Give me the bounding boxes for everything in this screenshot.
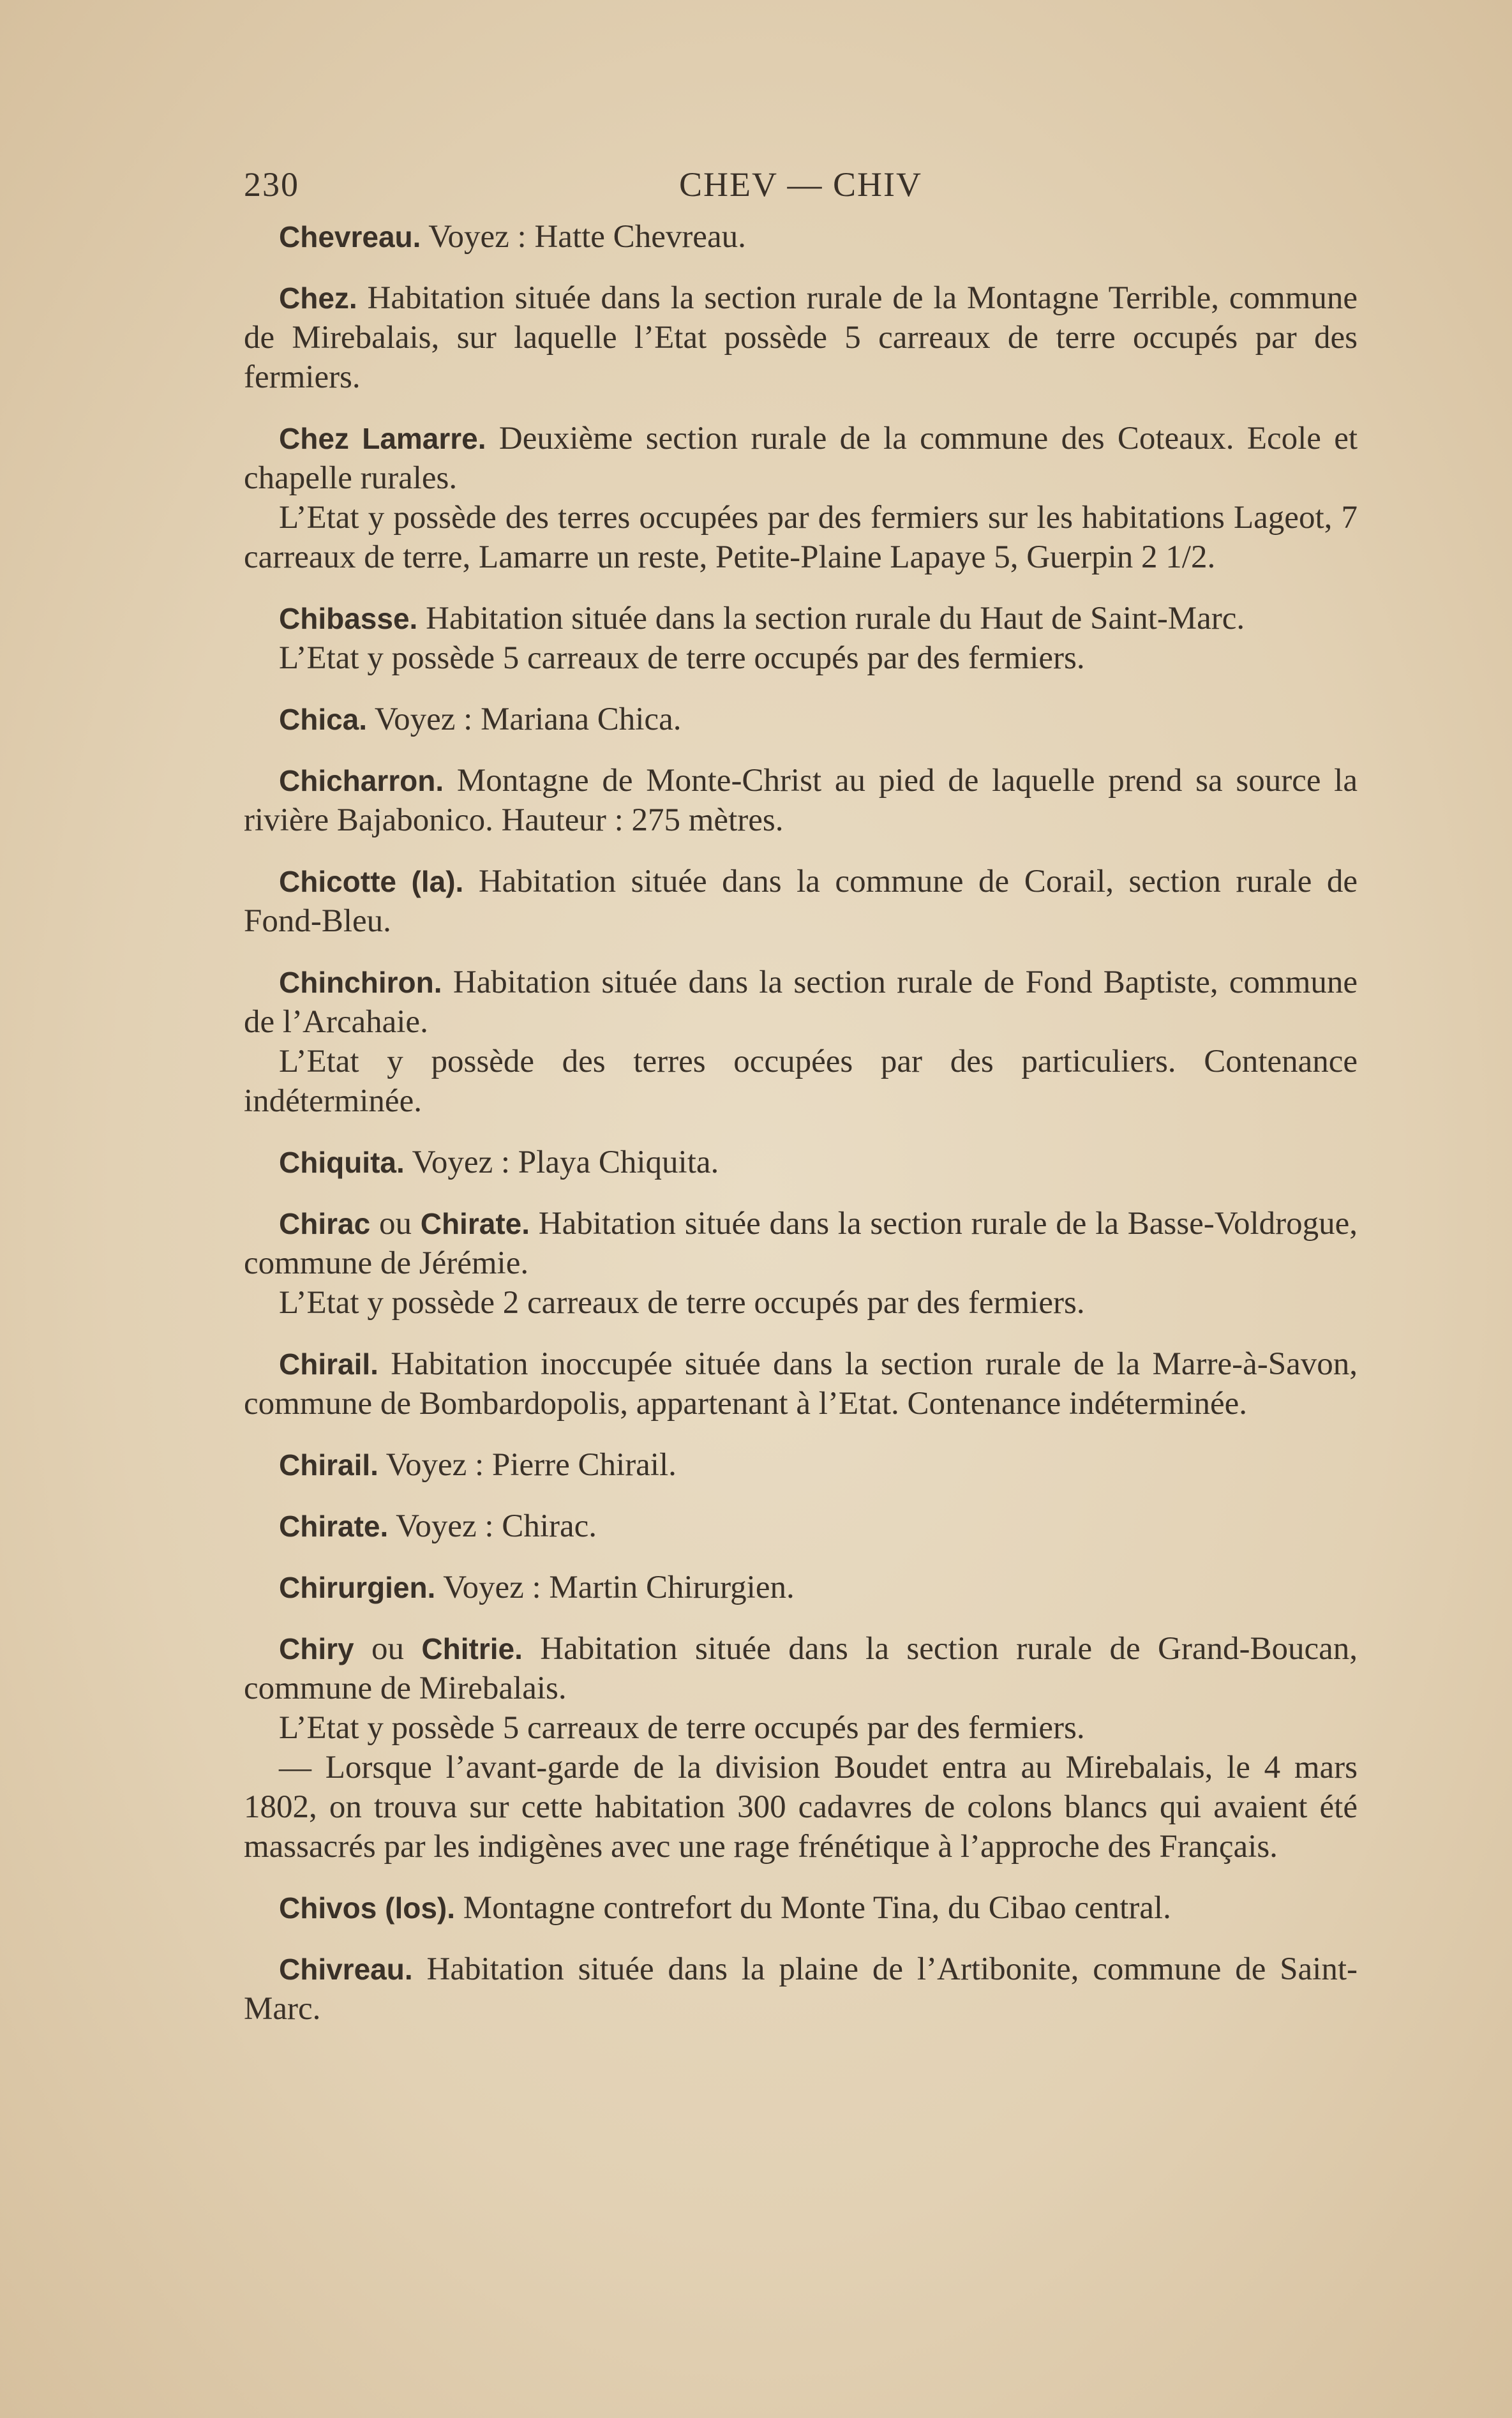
page-number: 230	[244, 165, 299, 204]
entry-connector: ou	[371, 1631, 404, 1667]
entry-headword: Chica.	[279, 703, 368, 736]
entry-paragraph	[244, 1445, 1358, 1485]
entry-paragraph	[244, 217, 1358, 257]
entry-text: Montagne contrefort du Monte Tina, du Cibao central.	[463, 1890, 1171, 1926]
dictionary-entry	[244, 599, 1358, 678]
entry-paragraph	[244, 278, 1358, 397]
entry-text: Voyez : Mariana Chica.	[374, 702, 682, 737]
dictionary-entry	[244, 1143, 1358, 1182]
entry-paragraph	[244, 1629, 1358, 1708]
entry-paragraph	[244, 1949, 1358, 2029]
entry-paragraph: L’Etat y possède des terres occupées par des particuliers. Contenance indéterminée.	[244, 1044, 1358, 1119]
entry-headword-alt: Chirate.	[420, 1207, 530, 1240]
entry-headword: Chirail.	[279, 1348, 378, 1381]
entry-text: Deuxième section rurale de la commune des Coteaux. Ecole et chapelle rurales.	[244, 421, 1358, 496]
entry-paragraph	[244, 1143, 1358, 1182]
entry-text: Habitation située dans la section rurale de Grand-Boucan, commune de Mirebalais.	[244, 1631, 1358, 1706]
entry-headword: Chirail.	[279, 1448, 378, 1482]
entry-text: Voyez : Pierre Chirail.	[385, 1447, 677, 1483]
entry-headword: Chivos (los).	[279, 1891, 456, 1925]
entry-headword: Chiquita.	[279, 1146, 405, 1179]
entry-text: Habitation située dans la section rurale du Haut de Saint-Marc.	[426, 601, 1245, 636]
entry-paragraph	[244, 1568, 1358, 1607]
entry-paragraph: L’Etat y possède 5 carreaux de terre occupés par des fermiers.	[279, 1710, 1085, 1746]
entry-headword: Chicotte (la).	[279, 865, 464, 898]
dictionary-entry	[244, 1629, 1358, 1866]
entry-paragraph	[244, 1888, 1358, 1928]
entry-text: Habitation située dans la section rurale de la Montagne Terrible, commune de Mirebalais, sur laquelle l’Etat possède 5 carreaux de terre occupés par des fermiers.	[244, 280, 1358, 395]
entry-text: Habitation située dans la plaine de l’Artibonite, commune de Saint-Marc.	[244, 1951, 1358, 2027]
entry-paragraph	[244, 1344, 1358, 1423]
entry-paragraph	[244, 599, 1358, 638]
dictionary-entry	[244, 761, 1358, 840]
entry-headword: Chibasse.	[279, 602, 418, 635]
dictionary-entry	[244, 1506, 1358, 1546]
entry-paragraph	[244, 1506, 1358, 1546]
entry-paragraph	[244, 1204, 1358, 1283]
entry-headword: Chez.	[279, 282, 357, 315]
entry-paragraph: L’Etat y possède des terres occupées par des fermiers sur les habitations Lageot, 7 carreaux de terre, Lamarre un reste, Petite-Plaine Lapaye 5, Guerpin 2 1/2.	[244, 500, 1358, 575]
entry-paragraph	[244, 700, 1358, 739]
entry-headword: Chivreau.	[279, 1953, 413, 1986]
entry-text: Habitation située dans la section rurale de Fond Baptiste, commune de l’Arcahaie.	[244, 965, 1358, 1040]
entry-text: Voyez : Hatte Chevreau.	[428, 219, 746, 255]
dictionary-entry	[244, 278, 1358, 397]
entry-headword: Chirate.	[279, 1510, 389, 1543]
dictionary-entry	[244, 1888, 1358, 1928]
entry-text: Voyez : Playa Chiquita.	[412, 1145, 719, 1180]
entry-connector: ou	[378, 1206, 412, 1242]
entry-text: Habitation située dans la commune de Corail, section rurale de Fond-Bleu.	[244, 864, 1358, 939]
page-header	[244, 160, 1358, 217]
entry-headword: Chicharron.	[279, 764, 444, 797]
entry-text: Habitation située dans la section rurale de la Basse-Voldrogue, commune de Jérémie.	[244, 1206, 1358, 1281]
entry-headword: Chevreau.	[279, 220, 421, 253]
entry-text: Voyez : Martin Chirurgien.	[443, 1570, 795, 1605]
dictionary-entry	[244, 1445, 1358, 1485]
dictionary-entry	[244, 963, 1358, 1121]
running-head: CHEV — CHIV	[678, 165, 922, 204]
entry-paragraph	[244, 963, 1358, 1042]
dictionary-entry	[244, 1949, 1358, 2029]
entry-headword: Chinchiron.	[279, 966, 442, 999]
entry-paragraph: L’Etat y possède 2 carreaux de terre occupés par des fermiers.	[279, 1285, 1085, 1321]
entry-text: Voyez : Chirac.	[396, 1508, 597, 1544]
dictionary-entry	[244, 862, 1358, 941]
dictionary-entry	[244, 217, 1358, 257]
dictionary-entry	[244, 1344, 1358, 1423]
entry-paragraph	[244, 862, 1358, 941]
entry-paragraph: — Lorsque l’avant-garde de la division Boudet entra au Mirebalais, le 4 mars 1802, on trouva sur cette habitation 300 cadavres de colons blancs qui avaient été massacrés par les indigènes avec une rage frénétique à l’approche des Français.	[244, 1750, 1358, 1865]
dictionary-entry	[244, 1204, 1358, 1323]
dictionary-entry	[244, 419, 1358, 577]
entry-headword-alt: Chitrie.	[421, 1632, 523, 1665]
entry-text: Montagne de Monte-Christ au pied de laquelle prend sa source la rivière Bajabonico. Hauteur : 275 mètres.	[244, 763, 1358, 838]
entry-paragraph	[244, 419, 1358, 498]
entry-paragraph	[244, 761, 1358, 840]
entry-paragraph: L’Etat y possède 5 carreaux de terre occupés par des fermiers.	[279, 640, 1085, 676]
entry-headword: Chiry	[279, 1632, 354, 1665]
dictionary-entry	[244, 1568, 1358, 1607]
entry-text: Habitation inoccupée située dans la section rurale de la Marre-à-Savon, commune de Bombardopolis, appartenant à l’Etat. Contenance indéterminée.	[244, 1346, 1358, 1422]
page	[244, 160, 1358, 2050]
entry-headword: Chirac	[279, 1207, 371, 1240]
entry-headword: Chez Lamarre.	[279, 422, 486, 455]
entry-headword: Chirurgien.	[279, 1571, 436, 1604]
dictionary-entry	[244, 700, 1358, 739]
